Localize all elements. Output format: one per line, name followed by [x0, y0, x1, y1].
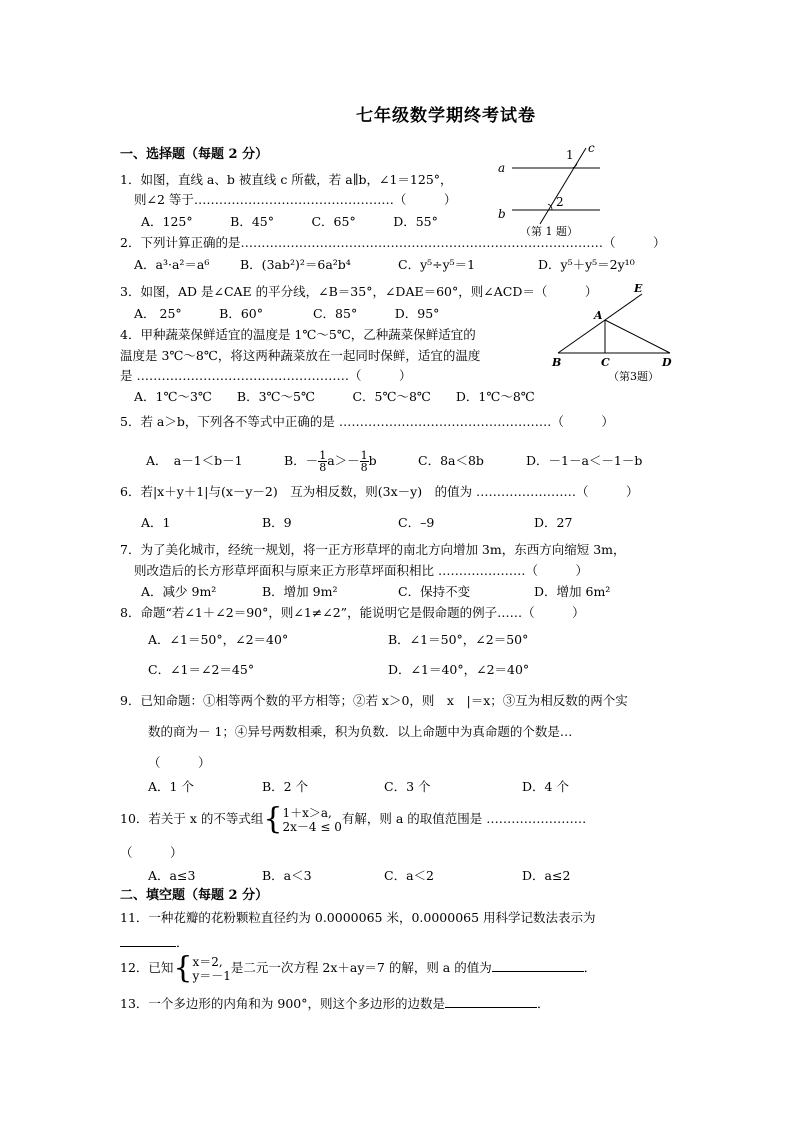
q2-option-b: B．(3ab²)²＝6a²b⁴ [240, 257, 351, 272]
q9-line3: （ ） [148, 755, 211, 770]
inequality-system: 1＋x＞a, 2x－4 ≤ 0 [282, 805, 342, 834]
label-E: E [634, 282, 643, 295]
q10-prefix: 10．若关于 x 的不等式组 [120, 811, 264, 826]
label-D: D [662, 356, 672, 369]
figure-3-caption: （第3题） [608, 370, 659, 383]
q11-line1: 11．一种花瓣的花粉颗粒直径约为 0.0000065 米，0.0000065 用科学记数法表示为 [120, 910, 596, 925]
q5-stem: 5．若 a＞b，下列各不等式中正确的是 ……………………………………………（ ） [120, 414, 614, 429]
q6-option-b: B．9 [262, 515, 292, 530]
q2-option-c: C．y⁵÷y⁵＝1 [398, 257, 476, 272]
q7-option-b: B．增加 9m² [262, 584, 338, 599]
q12-stem: 12．已知{ x＝2, y＝－1 是二元一次方程 2x＋ay＝7 的解，则 a 的值为 ． [120, 950, 597, 986]
q13-stem: 13．一个多边形的内角和为 900°，则这个多边形的边数是 ． [120, 996, 550, 1011]
q9-option-c: C．3 个 [384, 779, 431, 794]
q5-option-b-mid: a＞－ [327, 453, 360, 468]
section-fill-heading: 二、填空题（每题 2 分） [120, 888, 269, 903]
left-brace: { [263, 801, 283, 837]
figure-1-caption: （第 1 题） [520, 225, 578, 238]
q5-option-d: D．－1－a＜－1－b [526, 453, 643, 468]
fraction-one-eighth: $\frac{1}{8}$ [360, 449, 368, 474]
q7-line2: 则改造后的长方形草坪面积与原来正方形草坪面积相比 …………………（ ） [134, 563, 588, 578]
q10-line2: （ ） [120, 845, 183, 860]
q10-option-d: D．a≤2 [522, 868, 571, 883]
fraction-one-eighth: $\frac{1}{8}$ [319, 449, 327, 474]
q8-stem: 8．命题“若∠1＋∠2＝90°，则∠1≠∠2”，能说明它是假命题的例子……（ ） [120, 605, 585, 620]
q7-line1: 7．为了美化城市，经统一规划，将一正方形草坪的南北方向增加 3m，东西方向缩短 3m， [120, 542, 626, 557]
q5-option-b-suffix: b [368, 453, 377, 468]
q8-option-d: D．∠1＝40°，∠2＝40° [388, 662, 530, 677]
q7-option-d: D．增加 6m² [534, 584, 611, 599]
q10-suffix: 有解，则 a 的取值范围是 …………………… [341, 811, 587, 826]
q5-option-a: A． a－1＜b－1 [146, 453, 243, 468]
q10-option-a: A．a≤3 [148, 868, 196, 883]
q10-stem [120, 802, 586, 836]
q3-options: A． 25° B．60° C．85° D．95° [134, 306, 440, 321]
figure-3 [548, 282, 682, 386]
q8-option-c: C．∠1＝∠2＝45° [148, 662, 255, 677]
q6-option-a: A．1 [141, 515, 171, 530]
q5-option-b-prefix: B．－ [284, 453, 319, 468]
q1-options: A．125° B．45° C．65° D．55° [141, 214, 438, 229]
q6-option-c: C．–9 [398, 515, 435, 530]
q9-line2: 数的商为－ 1；④异号两数相乘，积为负数．以上命题中为真命题的个数是… [148, 724, 573, 739]
label-B: B [552, 356, 562, 369]
q1-line2: 则∠2 等于…………………………………………（ ） [134, 192, 457, 207]
label-a: a [498, 161, 506, 175]
label-b: b [498, 207, 506, 221]
q9-option-d: D．4 个 [522, 779, 569, 794]
page-title: 七年级数学期终考试卷 [356, 106, 536, 126]
q9-option-a: A．1 个 [148, 779, 194, 794]
answer-blank[interactable] [120, 934, 176, 947]
q7-option-c: C．保持不变 [398, 584, 471, 599]
figure-1 [492, 142, 614, 240]
line-c [540, 148, 586, 224]
q2-stem: 2．下列计算正确的是……………………………………………………………………………（ ） [120, 235, 666, 250]
answer-blank[interactable] [492, 959, 584, 972]
q8-option-a: A．∠1＝50°，∠2＝40° [148, 632, 289, 647]
q10-option-b: B．a＜3 [262, 868, 312, 883]
segment-BE [558, 294, 642, 353]
label-C: C [601, 356, 610, 369]
q2-option-a: A．a³·a²＝a⁶ [134, 257, 210, 272]
q12-suffix: 是二元一次方程 2x＋ay＝7 的解，则 a 的值为 [230, 960, 492, 975]
answer-blank[interactable] [445, 995, 537, 1008]
q6-stem: 6．若|x＋y＋1|与(x－y－2) 互为相反数，则(3x－y) 的值为 ……………………（ ） [120, 484, 639, 499]
label-A: A [594, 309, 603, 322]
label-c: c [588, 142, 595, 155]
q4-line2: 温度是 3℃～8℃，将这两种蔬菜放在一起同时保鲜，适宜的温度 [120, 348, 481, 363]
q6-option-d: D．27 [534, 515, 573, 530]
q10-option-c: C．a＜2 [384, 868, 434, 883]
q5-option-c: C．8a＜8b [418, 453, 484, 468]
q7-option-a: A．减少 9m² [141, 584, 217, 599]
label-angle-2: 2 [556, 195, 564, 209]
q4-options: A．1℃～3℃ B．3℃～5℃ C．5℃～8℃ D．1℃～8℃ [134, 389, 535, 404]
left-brace: { [173, 950, 193, 986]
q4-line1: 4．甲种蔬菜保鲜适宜的温度是 1℃～5℃，乙种蔬菜保鲜适宜的 [120, 327, 476, 342]
q3-stem: 3．如图，AD 是∠CAE 的平分线，∠B＝35°，∠DAE＝60°，则∠ACD＝（ ） [120, 284, 598, 299]
label-angle-1: 1 [566, 148, 574, 162]
solution-system: x＝2, y＝－1 [192, 954, 231, 983]
q12-prefix: 12．已知 [120, 960, 174, 975]
q9-line1: 9．已知命题：①相等两个数的平方相等；②若 x＞0，则 x |＝x；③互为相反数的两个实 [120, 693, 628, 708]
segment-AD [605, 320, 670, 353]
q11-line2: ． [120, 934, 189, 951]
section-choice-heading: 一、选择题（每题 2 分） [120, 147, 269, 162]
q1-line1: 1．如图，直线 a、b 被直线 c 所截，若 a∥b，∠1＝125°， [120, 172, 453, 187]
q4-line3: 是 ……………………………………………（ ） [120, 368, 412, 383]
q8-option-b: B．∠1＝50°，∠2＝50° [388, 632, 529, 647]
q5-option-b [284, 444, 377, 478]
q9-option-b: B．2 个 [262, 779, 309, 794]
q2-option-d: D．y⁵＋y⁵＝2y¹⁰ [538, 257, 635, 272]
